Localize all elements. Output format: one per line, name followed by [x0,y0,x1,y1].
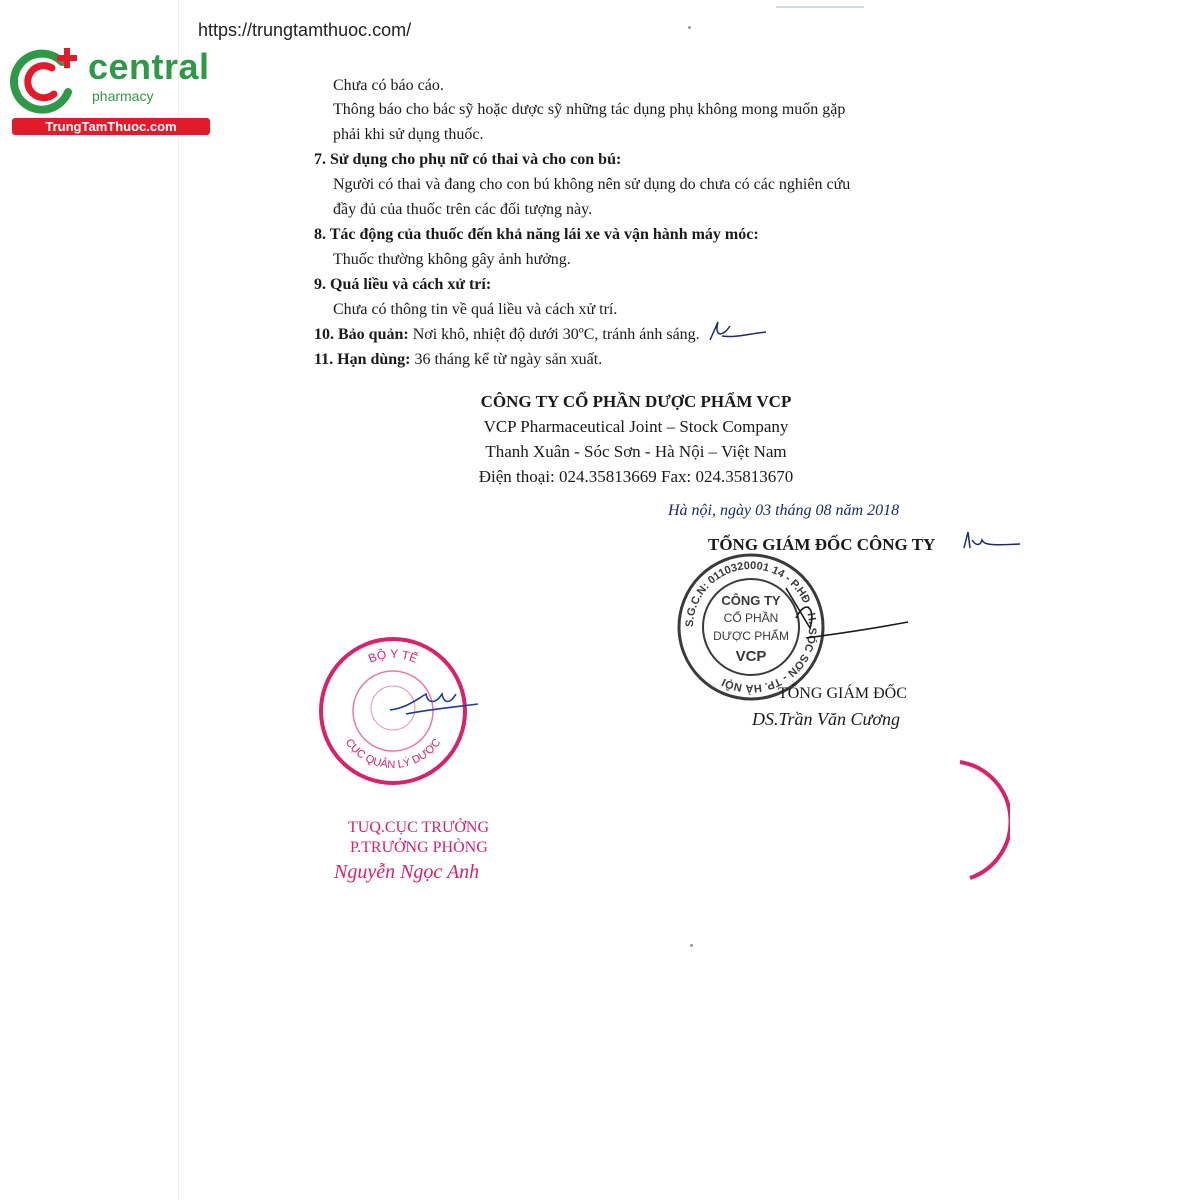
section-7-heading: 7. Sử dụng cho phụ nữ có thai và cho con bú: [314,151,622,168]
section-10-text: Nơi khô, nhiệt độ dưới 30ºC, tránh ánh sáng. [412,326,700,343]
text-line: Người có thai và đang cho con bú không nên sử dụng do chưa có các nghiên cứu [333,176,851,193]
approval-signature-icon [386,680,486,720]
stamp-line-4: VCP [735,648,767,665]
text-line: Thuốc thường không gây ảnh hưởng. [333,251,571,268]
scan-speck [690,944,693,947]
director-title: TỔNG GIÁM ĐỐC CÔNG TY [708,535,936,554]
source-url[interactable]: https://trungtamthuoc.com/ [198,20,412,40]
section-10-line [314,325,700,345]
section-11-text: 36 tháng kể từ ngày sản xuất. [414,351,603,368]
stamp-line-1: CÔNG TY [721,593,781,608]
logo-wordmark: central [88,46,210,87]
logo-banner: TrungTamThuoc.com [12,118,210,135]
initial-mark-icon [700,318,770,348]
text-line: Thông báo cho bác sỹ hoặc dược sỹ những tác dụng phụ không mong muốn gặp [333,101,846,118]
signer-role: TỔNG GIÁM ĐỐC [778,685,907,702]
text-line: Chưa có thông tin về quá liều và cách xử trí. [333,301,618,318]
company-phone-fax: Điện thoại: 024.35813669 Fax: 024.35813670 [478,467,794,486]
section-8-heading: 8. Tác động của thuốc đến khả năng lái xe và vận hành máy móc: [314,226,759,243]
approval-line-1: TUQ.CỤC TRƯỞNG [348,819,490,836]
stamp-ring-text: S.G.C.N: 0110320001 14 - P.HĐ - H. SÓC SƠN - TP. HÀ NỘI [683,559,819,695]
company-english-name: VCP Pharmaceutical Joint – Stock Company [483,417,789,436]
page-edge-shadow [178,0,179,1200]
signing-date: Hà nội, ngày 03 tháng 08 năm 2018 [668,502,900,519]
approval-line-2: P.TRƯỞNG PHÒNG [350,839,488,856]
stamp-line-2: CỔ PHẦN [723,611,779,625]
svg-text:CỤC QUẢN LÝ DƯỢC [343,737,444,771]
central-pharmacy-logo-icon [10,40,90,120]
logo-subtitle: pharmacy [92,88,154,104]
scan-artifact [776,6,864,8]
ministry-stamp-top: BỘ Y TẾ [366,646,420,666]
section-9-heading: 9. Quá liều và cách xử trí: [314,276,492,293]
section-10-label: 10. Bảo quản: [314,326,409,343]
text-line: Chưa có báo cáo. [333,77,444,94]
director-signature-icon [776,578,916,678]
company-name: CÔNG TY CỔ PHẦN DƯỢC PHẨM VCP [480,392,792,411]
stamp-line-3: DƯỢC PHẨM [713,629,789,643]
partial-stamp-seal [930,756,1010,886]
scan-speck [688,26,691,29]
text-line: đầy đủ của thuốc trên các đối tượng này. [333,201,593,218]
svg-text:BỘ Y TẾ [366,646,420,665]
section-11-line [314,350,602,370]
initial-signature-icon [960,528,1024,554]
text-line: phải khi sử dụng thuốc. [333,126,484,143]
section-11-label: 11. Hạn dùng: [314,351,411,368]
approval-signer: Nguyễn Ngọc Anh [334,861,480,883]
signer-name: DS.Trần Văn Cương [752,709,900,729]
ministry-stamp-bottom: CỤC QUẢN LÝ DƯỢC [342,736,444,772]
company-address: Thanh Xuân - Sóc Sơn - Hà Nội – Việt Nam [485,442,787,461]
